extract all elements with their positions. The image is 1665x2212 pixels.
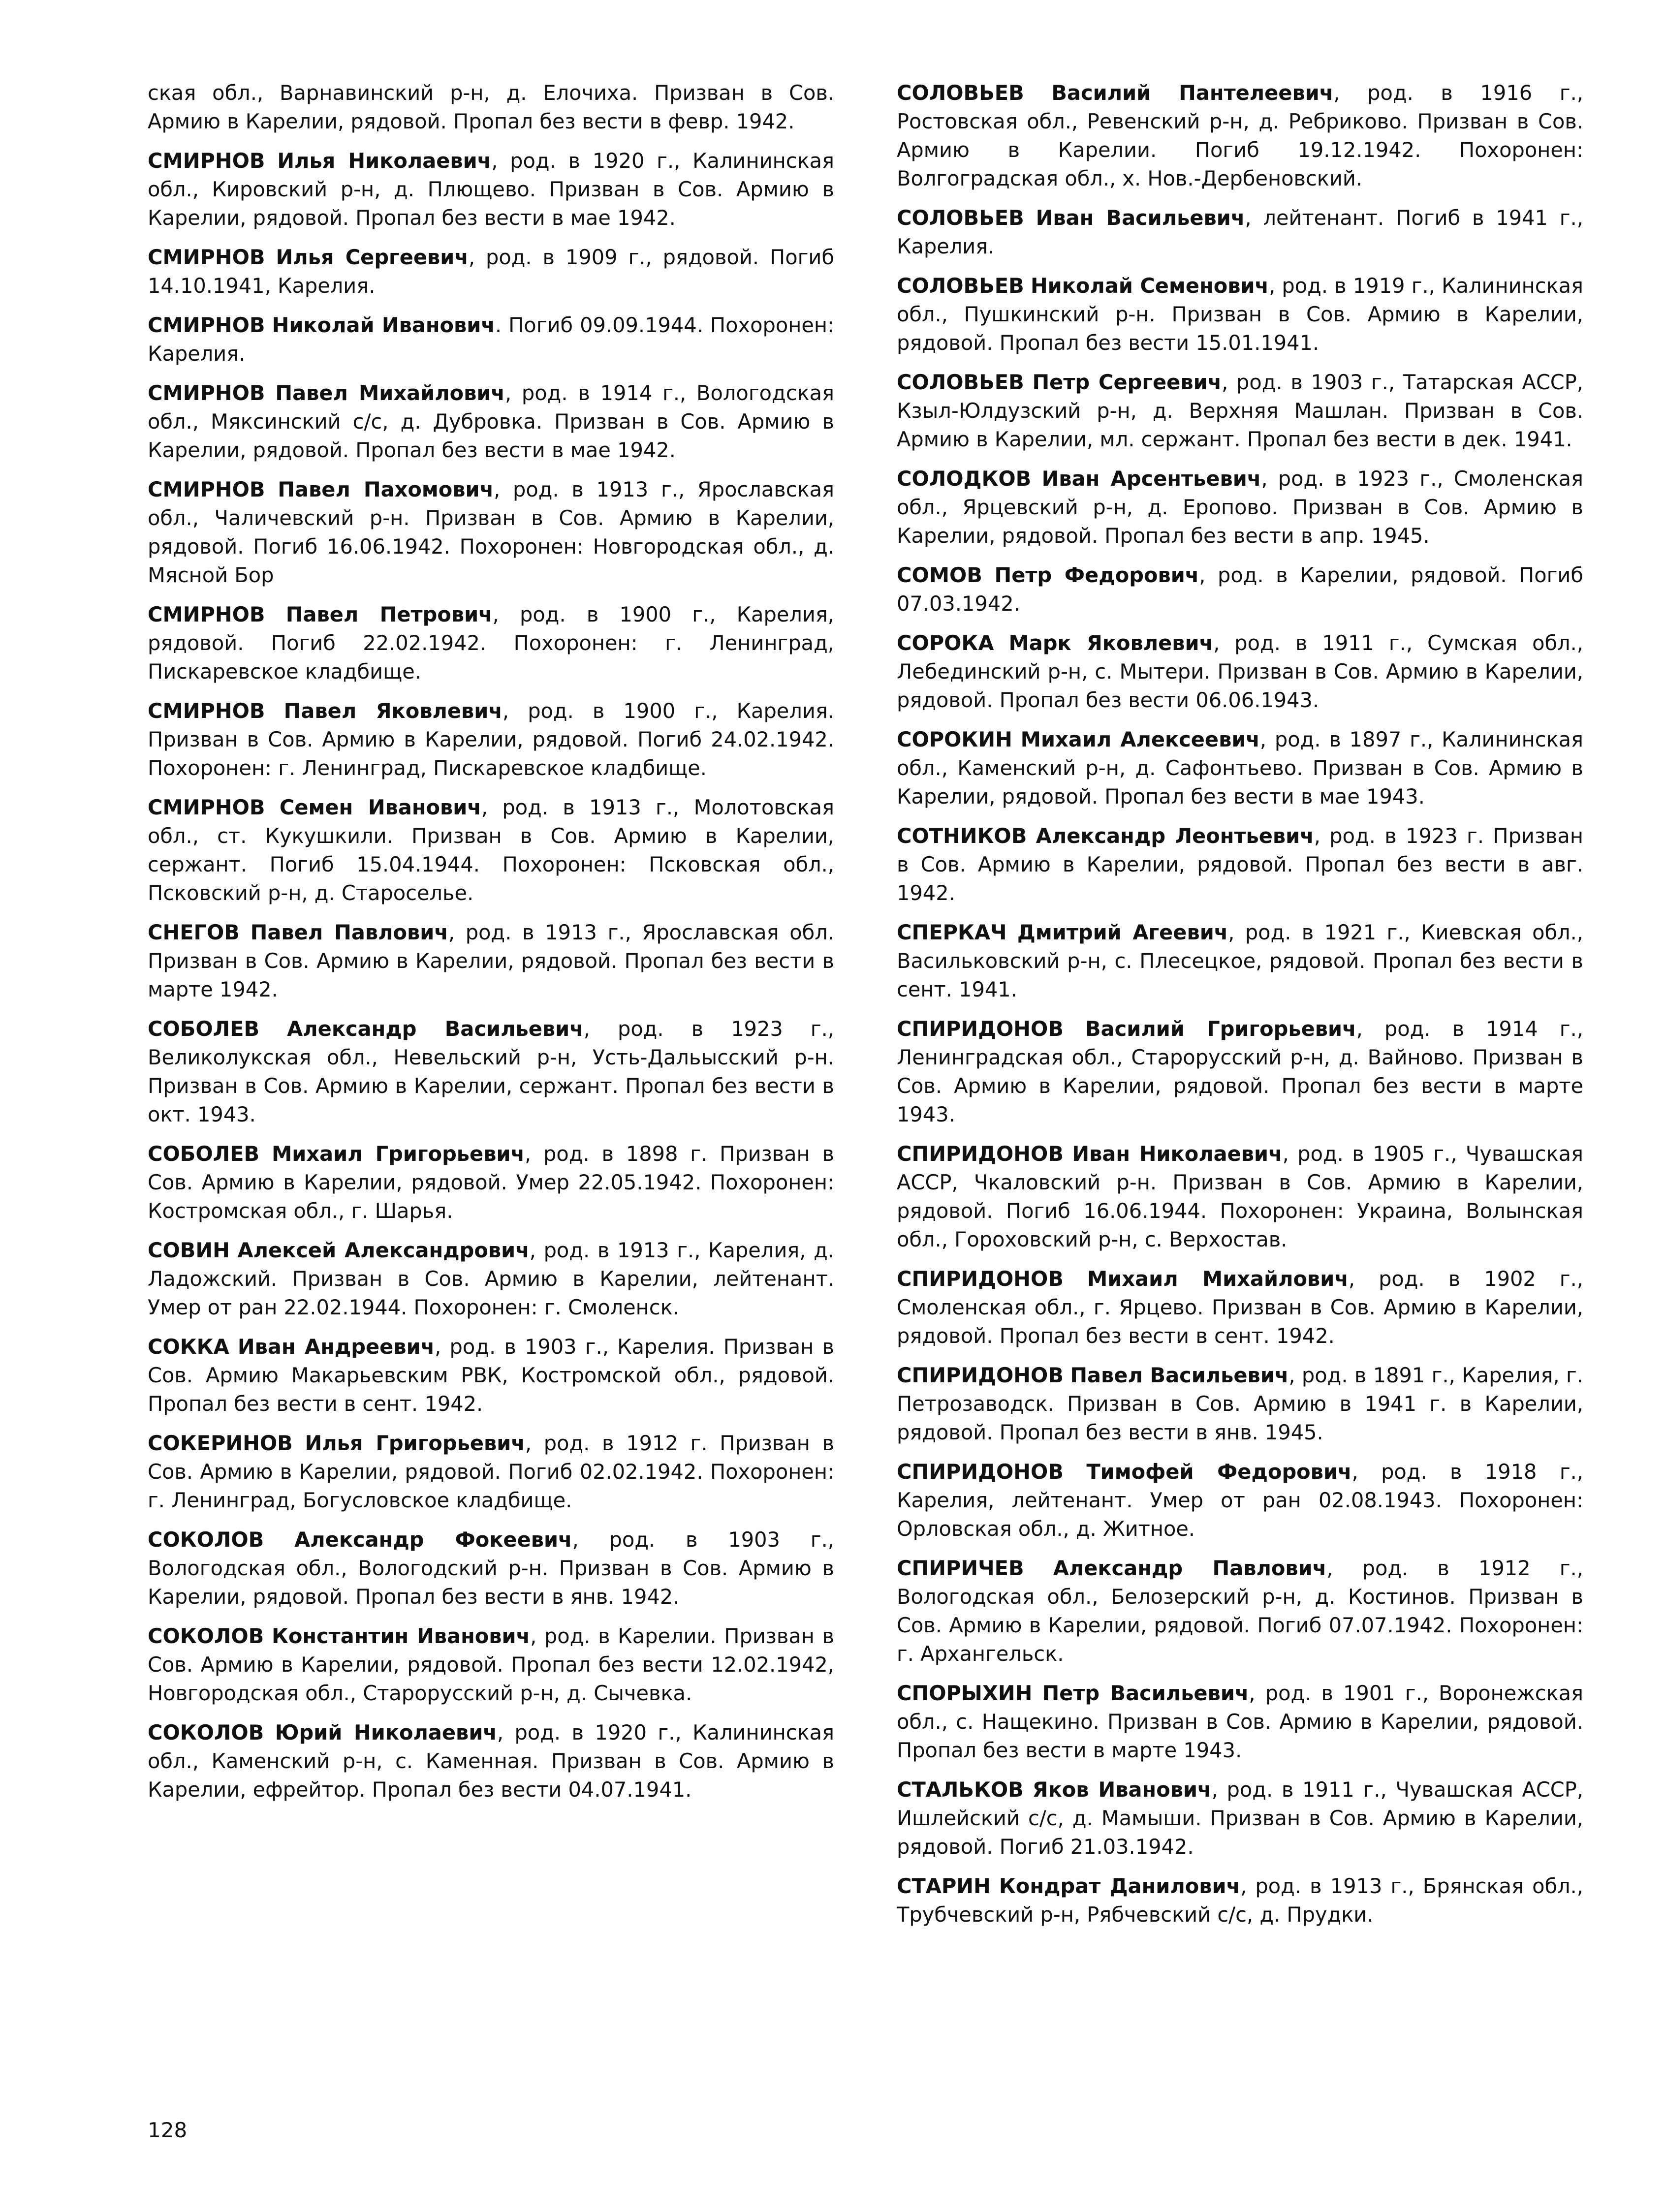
entry-surname: СОМОВ (897, 563, 982, 587)
entry-given-name: Павел Яковлевич (283, 699, 503, 723)
entry-given-name: Михаил Михайлович (1087, 1267, 1349, 1291)
entry-surname: СМИРНОВ (148, 699, 265, 723)
entry-surname: СМИРНОВ (148, 313, 265, 337)
entry (148, 79, 834, 136)
entry (897, 1458, 1583, 1543)
entry (148, 243, 834, 300)
entry (148, 1622, 834, 1708)
entry (897, 629, 1583, 715)
entry-text: , род. в 1923 г. Призван в Сов. Армию в Карелии, рядовой. Пропал без вести в авг. 1942. (897, 824, 1583, 905)
entry (897, 1872, 1583, 1929)
entry-text: , род. в 1913 г., Ярославская обл. Призван в Сов. Армию в Карелии, рядовой. Пропал без вести в марте 1942. (148, 920, 834, 1001)
entry-given-name: Павел Петрович (285, 602, 493, 626)
entry-text: , род. в 1903 г., Карелия. Призван в Сов. Армию Макарьевским РВК, Костромской обл., рядовой. Пропал без вести в сент. 1942. (148, 1335, 834, 1416)
entry-surname: СОРОКА (897, 631, 994, 655)
entry-given-name: Кондрат Данилович (999, 1874, 1241, 1898)
entry-given-name: Михаил Алексеевич (1020, 727, 1260, 751)
entry-text: , род. в 1913 г., Ярославская обл., Чаличевский р-н. Призван в Сов. Армию в Карелии, рядовой. Погиб 16.06.1942. Похоронен: Новгородская обл., д. Мясной Бор (148, 477, 834, 587)
entry-surname: СОЛОВЬЕВ (897, 206, 1024, 230)
entry-surname: СОКОЛОВ (148, 1624, 264, 1648)
entry-surname: СМИРНОВ (148, 795, 265, 819)
entry-given-name: Василий Пантелеевич (1051, 81, 1334, 105)
page-number: 128 (148, 2118, 188, 2142)
entry-surname: СПИРИДОНОВ (897, 1017, 1064, 1041)
entry-surname: СПЕРКАЧ (897, 920, 1007, 944)
entry-given-name: Иван Васильевич (1036, 206, 1245, 230)
entry-text: , род. в 1913 г., Брянская обл., Трубчевский р-н, Рябчевский с/с, д. Прудки. (897, 1874, 1583, 1927)
entry-given-name: Иван Николаевич (1072, 1142, 1283, 1166)
entry-surname: СПИРИДОНОВ (897, 1267, 1064, 1291)
entry-given-name: Яков Иванович (1032, 1777, 1212, 1802)
entry-surname: СМИРНОВ (148, 477, 265, 501)
entry (148, 475, 834, 590)
entry (897, 1361, 1583, 1447)
entry (897, 368, 1583, 454)
entry (148, 1718, 834, 1804)
entry-text: , лейтенант. Погиб в 1941 г., Карелия. (897, 206, 1583, 258)
entry-surname: СМИРНОВ (148, 381, 265, 405)
entry (148, 697, 834, 782)
entry-given-name: Павел Павлович (250, 920, 448, 944)
entry-text: , род. в 1919 г., Калининская обл., Пушкинский р-н. Призван в Сов. Армию в Карелии, рядовой. Пропал без вести 15.01.1941. (897, 274, 1583, 355)
entry (148, 311, 834, 368)
entry-given-name: Михаил Григорьевич (271, 1142, 525, 1166)
entry-text: , род. в 1912 г., Вологодская обл., Белозерский р-н, д. Костинов. Призван в Сов. Армию в Карелии, рядовой. Погиб 07.07.1942. Похоронен: г. Архангельск. (897, 1556, 1583, 1666)
entry-given-name: Юрий Николаевич (275, 1720, 497, 1745)
entry-text: , род. в 1911 г., Сумская обл., Лебединский р-н, с. Мытери. Призван в Сов. Армию в Карелии, рядовой. Пропал без вести 06.06.1943. (897, 631, 1583, 712)
entry-given-name: Николай Иванович (272, 313, 495, 337)
entry-given-name: Петр Васильевич (1042, 1681, 1249, 1705)
entry (148, 600, 834, 686)
entry-surname: СНЕГОВ (148, 920, 240, 944)
entry-surname: СОКОЛОВ (148, 1527, 264, 1552)
entry-given-name: Петр Сергеевич (1032, 370, 1222, 394)
entry-surname: СМИРНОВ (148, 149, 265, 173)
entry-given-name: Павел Васильевич (1070, 1363, 1289, 1387)
entry (148, 793, 834, 907)
entry-text: , род. в 1903 г., Татарская АССР, Кзыл-Юлдузский р-н, д. Верхняя Машлан. Призван в Сов. Армию в Карелии, мл. сержант. Пропал без вести в дек. 1941. (897, 370, 1583, 451)
entry (897, 204, 1583, 261)
entry-text: , род. в 1918 г., Карелия, лейтенант. Умер от ран 02.08.1943. Похоронен: Орловская обл., д. Житное. (897, 1460, 1584, 1541)
entry (148, 1140, 834, 1225)
entry (897, 1015, 1583, 1129)
entry (148, 918, 834, 1004)
entry-given-name: Николай Семенович (1030, 274, 1269, 298)
entry (897, 918, 1583, 1004)
entry-given-name: Алексей Александрович (237, 1238, 530, 1262)
entry-given-name: Тимофей Федорович (1086, 1460, 1352, 1484)
entry (897, 1554, 1583, 1668)
entry-text: , род. в 1898 г. Призван в Сов. Армию в Карелии, рядовой. Умер 22.05.1942. Похоронен: Костромская обл., г. Шарья. (148, 1142, 834, 1223)
entry (897, 1265, 1583, 1350)
entry-text: , род. в Карелии. Призван в Сов. Армию в Карелии, рядовой. Пропал без вести 12.02.1942, Новгородская обл., Старорусский р-н, д. Сычевка. (148, 1624, 834, 1705)
entry (148, 1333, 834, 1418)
entry-surname: СОЛОВЬЕВ (897, 370, 1024, 394)
entry-surname: СМИРНОВ (148, 602, 265, 626)
entry-text: , род. в 1900 г., Карелия. Призван в Сов. Армию в Карелии, рядовой. Погиб 24.02.1942. Похоронен: г. Ленинград, Пискаревское кладбище. (148, 699, 834, 780)
entry (148, 1015, 834, 1129)
entry-text: , род. в 1913 г., Карелия, д. Ладожский. Призван в Сов. Армию в Карелии, лейтенант. Умер от ран 22.02.1944. Похоронен: г. Смоленск. (148, 1238, 834, 1319)
entry-given-name: Семен Иванович (279, 795, 481, 819)
entry-given-name: Александр Васильевич (287, 1017, 584, 1041)
entry-text: , род. в 1891 г., Карелия, г. Петрозаводск. Призван в Сов. Армию в 1941 г. в Карелии, рядовой. Пропал без вести в янв. 1945. (897, 1363, 1583, 1444)
entry-given-name: Александр Фокеевич (294, 1527, 572, 1552)
entry (897, 1140, 1583, 1254)
entry-surname: СОКЕРИНОВ (148, 1431, 293, 1455)
entry-given-name: Павел Пахомович (278, 477, 494, 501)
entry-text: , род. в 1912 г. Призван в Сов. Армию в Карелии, рядовой. Погиб 02.02.1942. Похоронен: г. Ленинград, Богусловское кладбище. (148, 1431, 834, 1512)
entry-text: , род. в 1914 г., Ленинградская обл., Старорусский р-н, д. Вайново. Призван в Сов. Армию в Карелии, рядовой. Пропал без вести в марте 1943. (897, 1017, 1583, 1126)
entry-given-name: Иван Арсентьевич (1041, 467, 1261, 491)
entry-text: , род. в 1920 г., Калининская обл., Кировский р-н, д. Плющево. Призван в Сов. Армию в Карелии, рядовой. Пропал без вести в мае 1942. (148, 149, 834, 230)
entry-surname: СПИРИДОНОВ (897, 1142, 1064, 1166)
entry-text: ская обл., Варнавинский р-н, д. Елочиха. Призван в Сов. Армию в Карелии, рядовой. Пропал без вести в февр. 1942. (148, 81, 834, 133)
entry-surname: СПИРИДОНОВ (897, 1363, 1064, 1387)
entry-text: , род. в 1902 г., Смоленская обл., г. Ярцево. Призван в Сов. Армию в Карелии, рядовой. Пропал без вести в сент. 1942. (897, 1267, 1583, 1348)
left-column (148, 79, 834, 1815)
entry-surname: СПИРИДОНОВ (897, 1460, 1064, 1484)
entry-surname: СОЛОВЬЕВ (897, 81, 1024, 105)
entry-surname: СОТНИКОВ (897, 824, 1027, 848)
entry-given-name: Александр Леонтьевич (1036, 824, 1314, 848)
entry-text: , род. в 1916 г., Ростовская обл., Ревенский р-н, д. Ребриково. Призван в Сов. Армию в Карелии. Погиб 19.12.1942. Похоронен: Волгоградская обл., х. Нов.-Дербеновский. (897, 81, 1583, 190)
entry-text: , род. в 1913 г., Молотовская обл., ст. Кукушкили. Призван в Сов. Армию в Карелии, сержант. Погиб 15.04.1944. Похоронен: Псковская обл., Псковский р-н, д. Староселье. (148, 795, 834, 905)
entry (897, 561, 1583, 618)
entry (897, 1679, 1583, 1765)
entry (148, 379, 834, 465)
entry (897, 1776, 1583, 1861)
entry (897, 822, 1583, 907)
entry-text: , род. в 1905 г., Чувашская АССР, Чкаловский р-н. Призван в Сов. Армию в Карелии, рядовой. Погиб 16.06.1944. Похоронен: Украина, Волынская обл., Гороховский р-н, с. Верхостав. (897, 1142, 1583, 1251)
entry-text: , род. в 1923 г., Великолукская обл., Невельский р-н, Усть-Дальысский р-н. Призван в Сов. Армию в Карелии, сержант. Пропал без вести в окт. 1943. (148, 1017, 834, 1126)
entry-text: , род. в 1923 г., Смоленская обл., Ярцевский р-н, д. Еропово. Призван в Сов. Армию в Карелии, рядовой. Пропал без вести в апр. 1945. (897, 467, 1584, 548)
entry-text: , род. в 1911 г., Чувашская АССР, Ишлейский с/с, д. Мамыши. Призван в Сов. Армию в Карелии, рядовой. Погиб 21.03.1942. (897, 1777, 1583, 1859)
entry-text: , род. в Карелии, рядовой. Погиб 07.03.1942. (897, 563, 1583, 616)
entry-surname: СОБОЛЕВ (148, 1142, 260, 1166)
entry (148, 147, 834, 232)
right-column (897, 79, 1583, 1940)
entry (148, 1236, 834, 1322)
entry-given-name: Петр Федорович (994, 563, 1199, 587)
entry-given-name: Константин Иванович (271, 1624, 531, 1648)
entry-surname: СПОРЫХИН (897, 1681, 1033, 1705)
entry-surname: СОККА (148, 1335, 229, 1359)
entry-surname: СОВИН (148, 1238, 230, 1262)
entry-given-name: Илья Григорьевич (305, 1431, 525, 1455)
entry-surname: СОЛОВЬЕВ (897, 274, 1024, 298)
entry-given-name: Иван Андреевич (237, 1335, 435, 1359)
entry-surname: СМИРНОВ (148, 245, 265, 269)
entry-surname: СОЛОДКОВ (897, 467, 1032, 491)
entry-surname: СТАРИН (897, 1874, 991, 1898)
entry-given-name: Василий Григорьевич (1085, 1017, 1356, 1041)
entry-given-name: Илья Николаевич (277, 149, 492, 173)
entry-given-name: Марк Яковлевич (1008, 631, 1214, 655)
entry-given-name: Дмитрий Агеевич (1017, 920, 1228, 944)
entry (897, 272, 1583, 357)
entry-surname: СОБОЛЕВ (148, 1017, 260, 1041)
entry-surname: СОРОКИН (897, 727, 1012, 751)
entry-text: , род. в 1901 г., Воронежская обл., с. Нащекино. Призван в Сов. Армию в Карелии, рядовой. Пропал без вести в марте 1943. (897, 1681, 1584, 1762)
entry-given-name: Илья Сергеевич (276, 245, 469, 269)
entry-surname: СОКОЛОВ (148, 1720, 264, 1745)
entry-surname: СТАЛЬКОВ (897, 1777, 1024, 1802)
entry (148, 1526, 834, 1611)
entry (897, 725, 1583, 811)
entry-text: , род. в 1903 г., Вологодская обл., Вологодский р-н. Призван в Сов. Армию в Карелии, рядовой. Пропал без вести в янв. 1942. (148, 1527, 834, 1609)
entry (897, 79, 1583, 193)
entry-text: , род. в 1920 г., Калининская обл., Каменский р-н, с. Каменная. Призван в Сов. Армию в Карелии, ефрейтор. Пропал без вести 04.07.1941. (148, 1720, 834, 1802)
entry-given-name: Павел Михайлович (275, 381, 505, 405)
entry-text: , род. в 1900 г., Карелия, рядовой. Погиб 22.02.1942. Похоронен: г. Ленинград, Пискаревское кладбище. (148, 602, 834, 684)
entry-text: , род. в 1897 г., Калининская обл., Каменский р-н, д. Сафонтьево. Призван в Сов. Армию в Карелии, рядовой. Пропал без вести в мае 1943. (897, 727, 1583, 809)
entry (148, 1429, 834, 1515)
entry-text: , род. в 1909 г., рядовой. Погиб 14.10.1941, Карелия. (148, 245, 834, 298)
entry-surname: СПИРИЧЕВ (897, 1556, 1024, 1580)
entry (897, 465, 1583, 550)
entry-given-name: Александр Павлович (1053, 1556, 1327, 1580)
entry-text: , род. в 1921 г., Киевская обл., Васильковский р-н, с. Плесецкое, рядовой. Пропал без вести в сент. 1941. (897, 920, 1583, 1001)
entry-text: . Погиб 09.09.1944. Похоронен: Карелия. (148, 313, 834, 366)
entry-text: , род. в 1914 г., Вологодская обл., Мяксинский с/с, д. Дубровка. Призван в Сов. Армию в Карелии, рядовой. Пропал без вести в мае 1942. (148, 381, 834, 462)
